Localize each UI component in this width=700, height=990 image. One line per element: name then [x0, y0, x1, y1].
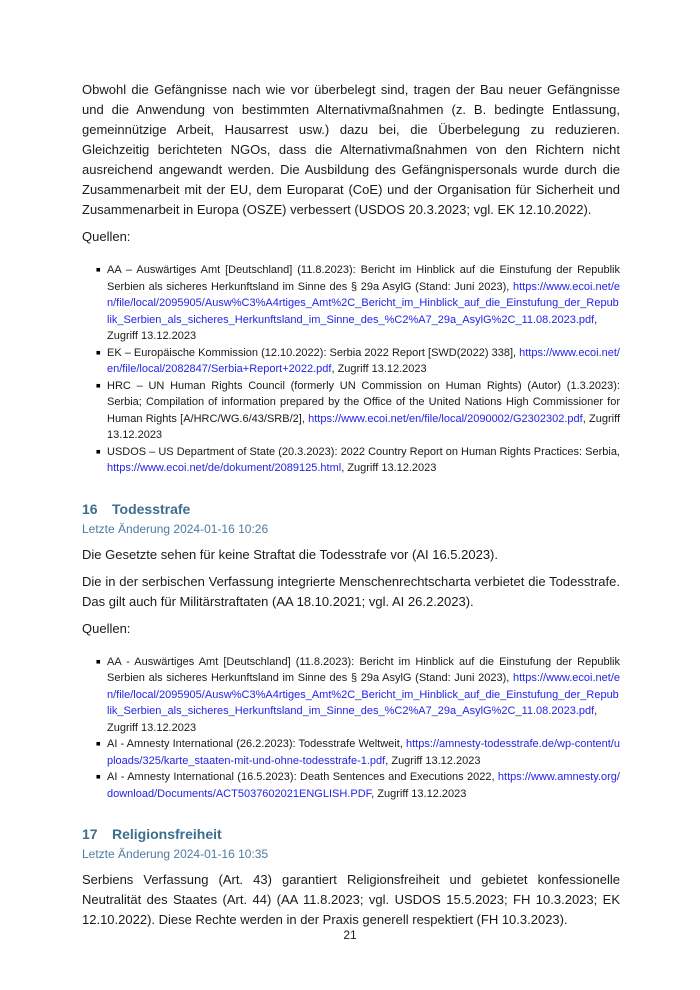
section-17-number: 17 — [82, 826, 98, 842]
source-link[interactable]: https://amnesty-todesstrafe.de/wp-content/uploads/325/karte_staaten-mit-und-ohne-todesstrafe-1.pdf — [107, 738, 620, 767]
source-text: , Zugriff 13.12.2023 — [107, 705, 598, 734]
source-item — [96, 444, 620, 477]
source-text: , Zugriff 13.12.2023 — [107, 313, 598, 342]
paragraph-religionsfreiheit: Serbiens Verfassung (Art. 43) garantiert Religionsfreiheit und gebietet konfessionelle Neutralität des Staates (Art. 44) (AA 11.8.2023; vgl. USDOS 15.5.2023; FH 10.3.2023; EK 12.10.2022). Diese Rechte werden in der Praxis generell respektiert (FH 10.3.2023). — [82, 872, 620, 927]
source-item — [96, 769, 620, 802]
source-link[interactable]: https://www.ecoi.net/en/file/local/2095905/Ausw%C3%A4rtiges_Amt%2C_Bericht_im_Hinblick_auf_die_Einstufung_der_Republik_Serbien_als_sicheres_Herkunftsland_im_Sinne_des_%C2%A7_29a_AsylG%2C_11.08.2023.pdf — [107, 672, 620, 717]
sources-list-1 — [96, 262, 620, 477]
source-item — [96, 262, 620, 345]
paragraph-todesstrafe-1: Die Gesetzte sehen für keine Straftat die Todesstrafe vor (AI 16.5.2023). — [82, 546, 498, 562]
source-link[interactable]: https://www.ecoi.net/en/file/local/2095905/Ausw%C3%A4rtiges_Amt%2C_Bericht_im_Hinblick_auf_die_Einstufung_der_Republik_Serbien_als_sicheres_Herkunftsland_im_Sinne_des_%C2%A7_29a_AsylG%2C_11.08.2023.pdf — [107, 280, 620, 326]
section-16-title: Todesstrafe — [112, 500, 191, 517]
paragraph-todesstrafe-2: Die in der serbischen Verfassung integrierte Menschenrechtscharta verbietet die Todesstrafe. Das gilt auch für Militärstraftaten (AA 18.10.2021; vgl. AI 26.2.2023). — [82, 573, 620, 609]
source-link[interactable]: https://www.ecoi.net/en/file/local/2090002/G2302302.pdf — [308, 412, 583, 425]
source-text: AI - Amnesty International (16.5.2023): Death Sentences and Executions 2022, — [107, 771, 498, 783]
source-item — [96, 378, 620, 444]
source-link[interactable]: https://www.ecoi.net/de/dokument/2089125.html — [107, 462, 342, 474]
section-17-title: Religionsfreiheit — [112, 826, 222, 842]
source-text: , Zugriff 13.12.2023 — [331, 363, 427, 375]
source-text: AI - Amnesty International (26.2.2023): Todesstrafe Weltweit, — [107, 738, 406, 750]
last-change-17: Letzte Änderung 2024-01-16 10:35 — [82, 847, 269, 861]
sources-list-2 — [96, 654, 620, 803]
source-link[interactable]: https://www.ecoi.net/en/file/local/2082847/Serbia+Report+2022.pdf — [107, 346, 620, 375]
source-text: , Zugriff 13.12.2023 — [341, 462, 437, 474]
last-change-16: Letzte Änderung 2024-01-16 10:26 — [82, 521, 269, 536]
source-text: , Zugriff 13.12.2023 — [385, 754, 481, 767]
section-16-number: 16 — [82, 500, 98, 517]
source-link[interactable]: https://www.amnesty.org/download/Documents/ACT5037602021ENGLISH.PDF — [107, 771, 620, 800]
source-item — [96, 654, 620, 737]
sources-label-2: Quellen: — [82, 620, 131, 636]
source-text: EK – Europäische Kommission (12.10.2022): Serbia 2022 Report [SWD(2022) 338], — [107, 346, 520, 359]
source-text: AA – Auswärtiges Amt [Deutschland] (11.8.2023): Bericht im Hinblick auf die Einstufung der Republik Serbien als sicheres Herkunftsland im Sinne des § 29a AsylG (Stand: Juni 2023), — [107, 264, 620, 293]
source-item — [96, 736, 620, 769]
source-text: , Zugriff 13.12.2023 — [371, 787, 467, 800]
section-heading-16 — [82, 501, 620, 518]
source-text: USDOS – US Department of State (20.3.2023): 2022 Country Report on Human Rights Practices: Serbia, — [107, 445, 620, 458]
sources-label-1: Quellen: — [82, 229, 131, 244]
source-item — [96, 345, 620, 378]
section-heading-17 — [82, 826, 620, 843]
source-text: , Zugriff 13.12.2023 — [107, 412, 620, 441]
source-text: AA - Auswärtiges Amt [Deutschland] (11.8.2023): Bericht im Hinblick auf die Einstufung der Republik Serbien als sicheres Herkunftsland im Sinne des § 29a AsylG (Stand: Juni 2023), — [107, 655, 620, 684]
source-text: HRC – UN Human Rights Council (formerly UN Commission on Human Rights) (Autor) (1.3.2023): Serbia; Compilation of information prepared by the Office of the United Nations High Commissioner for Human Rights [A/HRC/WG.6/43/SRB/2], — [107, 379, 620, 425]
page-number: 21 — [343, 928, 357, 942]
paragraph-prison-overcrowding: Obwohl die Gefängnisse nach wie vor überbelegt sind, tragen der Bau neuer Gefängnisse und die Anwendung von bestimmten Alternativmaßnahmen (z. B. bedingte Entlassung, gemeinnützige Arbeit, Hausarrest usw.) dazu bei, die Überbelegung zu reduzieren. Gleichzeitig berichteten NGOs, dass die Alternativmaßnahmen von den Richtern nicht ausreichend angewandt werden. Die Ausbildung des Gefängnispersonals wurde durch die Zusammenarbeit mit der EU, dem Europarat (CoE) und der Organisation für Sicherheit und Zusammenarbeit in Europa (OSZE) verbessert (USDOS 20.3.2023; vgl. EK 12.10.2022). — [82, 82, 620, 217]
